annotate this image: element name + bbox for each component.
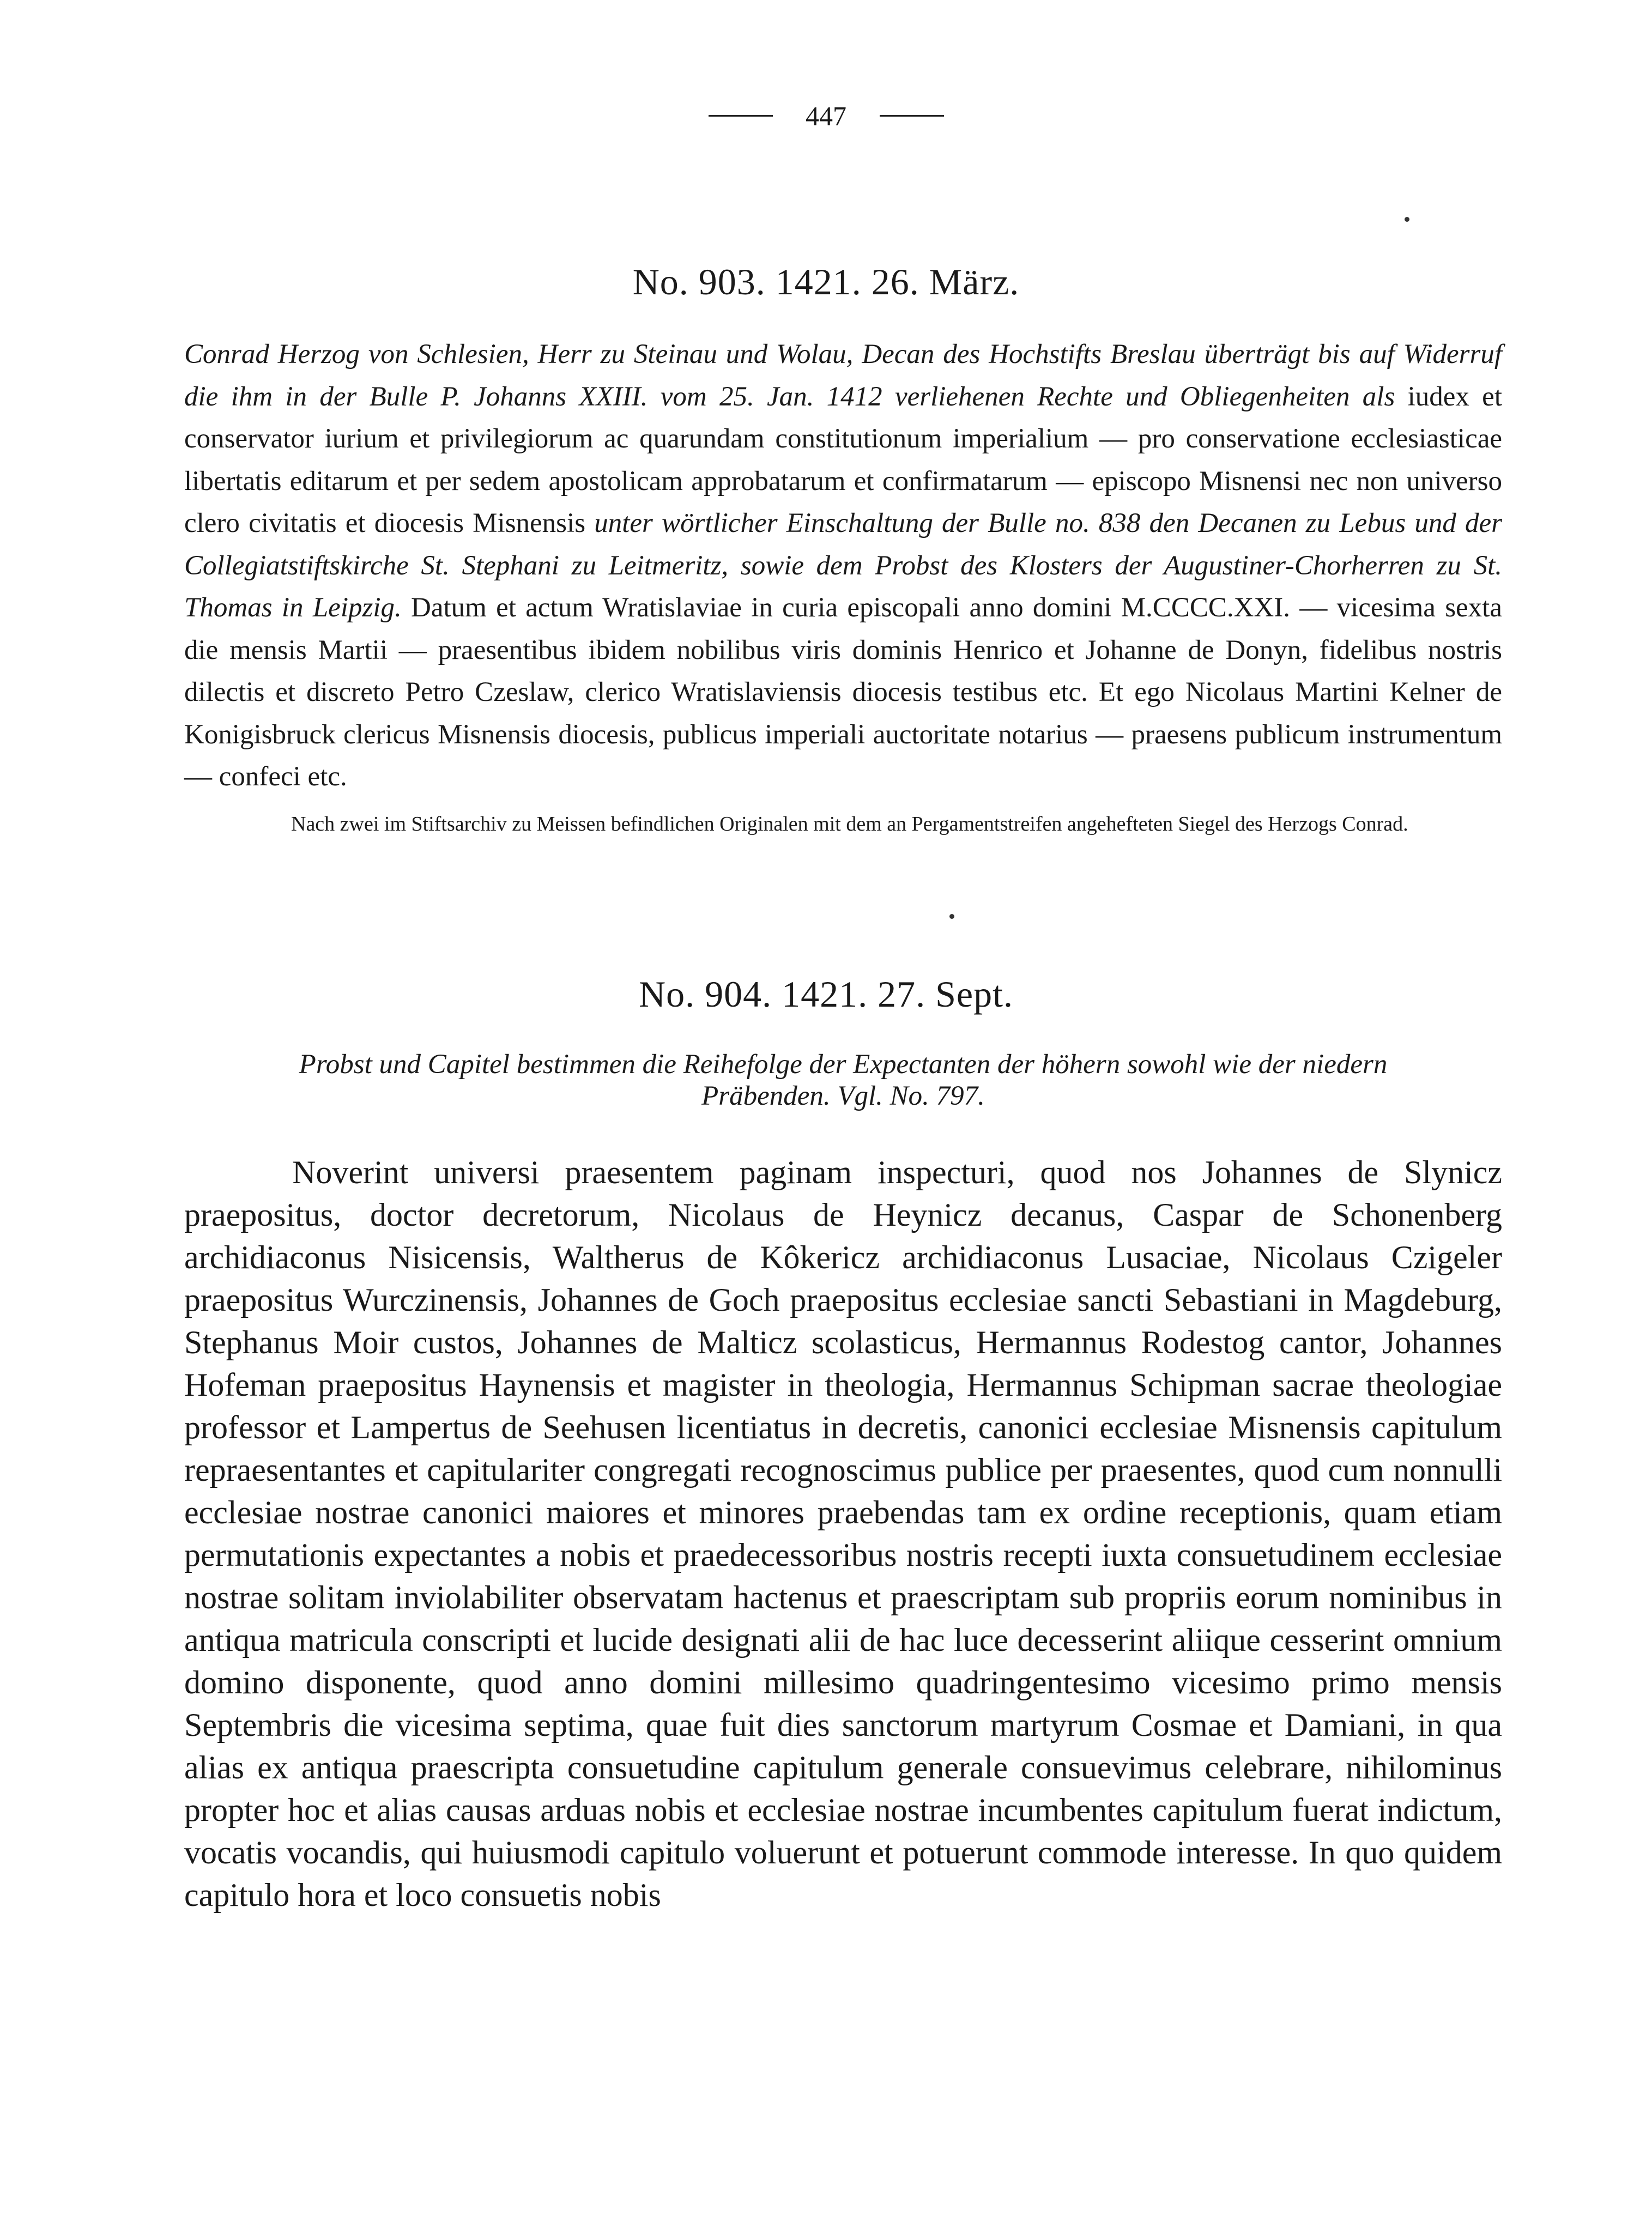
- document-904-body: [184, 1151, 1502, 1916]
- header-rule-left: [709, 115, 773, 117]
- document-904-heading: No. 904. 1421. 27. Sept.: [639, 973, 1013, 1015]
- abstract-904-line-1: Probst und Capitel bestimmen die Reihefolge der Expectanten der höhern sowohl wie der niedern: [299, 1049, 1388, 1080]
- summary-903-italic-2: unter wörtlicher Einschaltung der Bulle no. 838 den Decanen zu Lebus und der Collegiatstiftskirche St. Stephani zu Leitmeritz, sowie dem Probst des Klosters der Augustiner-Chorherren zu St. Thomas in Leipzig.: [184, 508, 1502, 623]
- print-speck: [1405, 217, 1409, 222]
- header-rule-right: [880, 115, 944, 117]
- summary-903-italic-1: Conrad Herzog von Schlesien, Herr zu Steinau und Wolau, Decan des Hochstifts Breslau überträgt bis auf Widerruf die ihm in der Bulle P. Johanns XXIII. vom 25. Jan. 1412 verliehenen Rechte und Obliegenheiten als: [184, 339, 1502, 412]
- summary-903-text-2: Datum et actum Wratislaviae in curia episcopali anno domini M.CCCC.XXI. — vicesima sexta die mensis Martii — praesentibus ibidem nobilibus viris dominis Henrico et Johanne de Donyn, fidelibus nostris dilectis et discreto Petro Czeslaw, clerico Wratislaviensis diocesis testibus etc. Et ego Nicolaus Martini Kelner de Konigisbruck clericus Misnensis diocesis, publicus imperiali auctoritate notarius — praesens publicum instrumentum — confeci etc.: [184, 592, 1502, 792]
- document-903-summary: [184, 334, 1502, 798]
- body-904-text: Noverint universi praesentem paginam inspecturi, quod nos Johannes de Slynicz praepositus, doctor decretorum, Nicolaus de Heynicz decanus, Caspar de Schonenberg archidiaconus Nisicensis, Waltherus de Kôkericz archidiaconus Lusaciae, Nicolaus Czigeler praepositus Wurczinensis, Johannes de Goch praepositus ecclesiae sancti Sebastiani in Magdeburg, Stephanus Moir custos, Johannes de Malticz scolasticus, Hermannus Rodestog cantor, Johannes Hofeman praepositus Haynensis et magister in theologia, Hermannus Schipman sacrae theologiae professor et Lampertus de Seehusen licentiatus in decretis, canonici ecclesiae Misnensis capitulum repraesentantes et capitulariter congregati recognoscimus publice per praesentes, quod cum nonnulli ecclesiae nostrae canonici maiores et minores praebendas tam ex ordine receptionis, quam etiam permutationis expectantes a nobis et praedecessoribus nostris recepti iuxta consuetudinem ecclesiae nostrae solitam inviolabiliter observatam hactenus et praescriptam sub propriis eorum nominibus in antiqua matricula conscripti et lucide designati alii de hac luce decesserint aliique cesserint omnium domino disponente, quod anno domini millesimo quadringentesimo vicesimo primo mensis Septembris die vicesima septima, quae fuit dies sanctorum martyrum Cosmae et Damiani, in qua alias ex antiqua praescripta consuetudine capitulum generale consuevimus celebrare, nihilominus propter hoc et alias causas arduas nobis et ecclesiae nostrae incumbentes capitulum fuerat indictum, vocatis vocandis, qui huiusmodi capitulo voluerunt et potuerunt commode interesse. In quo quidem capitulo hora et loco consuetis nobis: [184, 1154, 1502, 1913]
- document-903-heading: No. 903. 1421. 26. März.: [632, 261, 1020, 302]
- page-number: 447: [806, 100, 846, 131]
- summary-903-text-1: iudex et conservator iurium et privilegiorum ac quarundam constitutionum imperialium — pro conservatione ecclesiasticae libertatis editarum et per sedem apostolicam approbatarum et confirmatarum — episcopo Misnensi nec non universo clero civitatis et diocesis Misnensis: [184, 381, 1502, 538]
- page-header: [0, 97, 1652, 132]
- document-903-source-note: Nach zwei im Stiftsarchiv zu Meissen befindlichen Originalen mit dem an Pergamentstreifen angehefteten Siegel des Herzogs Conrad.: [291, 813, 1408, 835]
- document-904-abstract: [184, 1049, 1502, 1112]
- abstract-904-line-2: Präbenden. Vgl. No. 797.: [701, 1081, 985, 1111]
- separator-dot: [949, 914, 954, 919]
